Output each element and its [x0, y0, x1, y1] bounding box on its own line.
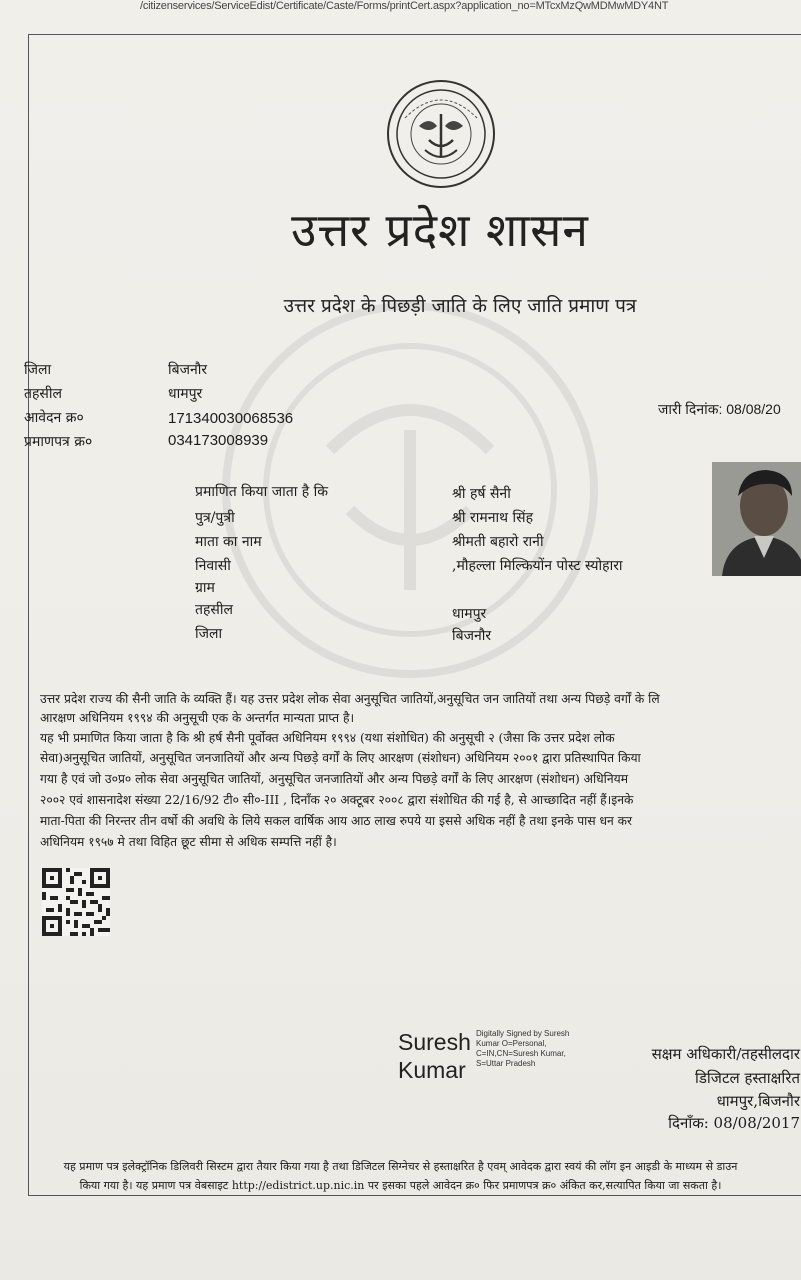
person-district-value: बिजनौर [452, 628, 492, 644]
signer-first-name: Suresh [398, 1029, 471, 1055]
mother-name-label: माता का नाम [195, 534, 262, 550]
resident-label: निवासी [195, 558, 231, 574]
signer-name [398, 1028, 471, 1084]
certificate-no-value: 034173008939 [168, 432, 269, 449]
signature-line-4: S=Uttar Pradesh [476, 1059, 536, 1068]
applicant-photo [712, 462, 801, 576]
signature-line-2: Kumar O=Personal, [476, 1039, 547, 1048]
issue-date-value: 08/08/20 [726, 401, 781, 417]
authority-designation: सक्षम अधिकारी/तहसीलदार [651, 1045, 800, 1063]
district-label: जिला [24, 362, 52, 378]
main-title: उत्तर प्रदेश शासन [291, 203, 589, 257]
certify-label: प्रमाणित किया जाता है कि [195, 484, 329, 500]
application-no-value: 171340030068536 [168, 410, 294, 427]
issue-date-label: जारी दिनांक: [658, 401, 723, 417]
village-label: ग्राम [195, 580, 215, 596]
application-no-label: आवेदन क्र० [24, 410, 84, 426]
signature-line-3: C=IN,CN=Suresh Kumar, [476, 1049, 566, 1058]
resident-value: ,मौहल्ला मिल्कियोंन पोस्ट स्योहारा [452, 558, 623, 574]
applicant-name: श्री हर्ष सैनी [452, 486, 511, 502]
mother-name: श्रीमती बहारो रानी [452, 534, 544, 550]
qr-code-icon [42, 868, 110, 936]
certificate-no-label: प्रमाणपत्र क्र० [24, 434, 93, 450]
issue-date [658, 400, 781, 419]
footer-line-2: किया गया है। यह प्रमाण पत्र वेबसाइट http://edistrict.up.nic.in पर इसका पहले आवेदन क्र० फिर प्रमाणपत्र क्र० अंकित कर,सत्यापित किया जा सकता है। [79, 1179, 722, 1192]
signature-details [476, 1029, 606, 1069]
body-line-6: २००२ एवं शासनादेश संख्या 22/16/92 टी० सी०-III , दिनाँक २० अक्टूबर २००८ द्वारा संशोधित की गई है, से आच्छादित नहीं हैं।इनके [40, 792, 634, 807]
signer-last-name: Kumar [398, 1057, 466, 1083]
person-tehsil-label: तहसील [195, 602, 233, 618]
authority-location: धामपुर,बिजनौर [716, 1092, 800, 1110]
tehsil-label: तहसील [24, 386, 62, 402]
footer-line-1: यह प्रमाण पत्र इलेक्ट्रॉनिक डिलिवरी सिस्टम द्वारा तैयार किया गया है तथा डिजिटल सिग्नेचर से हस्ताक्षरित है एवम् आवेदक द्वारा स्वयं की लॉग इन आइडी के माध्यम से डाउन [63, 1160, 738, 1173]
signature-line-1: Digitally Signed by Suresh [476, 1029, 570, 1038]
tehsil-value: धामपुर [168, 386, 203, 402]
body-line-5: गया है एवं जो उ०प्र० लोक सेवा अनुसूचित जातियों, अनुसूचित जनजातियों और अन्य पिछड़े वर्गों के लिए आरक्षण (संशोधन) अधिनियम [40, 771, 629, 786]
body-line-8: अधिनियम १९५७ मे तथा विहित छूट सीमा से अधिक सम्पत्ति नहीं है। [40, 834, 337, 849]
body-line-4: सेवा)अनुसूचित जातियों, अनुसूचित जनजातियों और अन्य पिछड़े वर्गों के लिए आरक्षण (संशोधन) अधिनियम २००१ द्वारा प्रतिस्थापित किया [40, 750, 641, 765]
district-value: बिजनौर [168, 362, 208, 378]
body-line-7: माता-पिता की निरन्तर तीन वर्षो की अवधि के लिये सकल वार्षिक आय आठ लाख रुपये या इससे अधिक नहीं है तथा इनके पास धन कर [40, 813, 633, 828]
body-line-2: आरक्षण अधिनियम १९९४ की अनुसूची एक के अन्तर्गत मान्यता प्राप्त है। [40, 710, 355, 725]
person-tehsil-value: धामपुर [452, 606, 487, 622]
person-district-label: जिला [195, 626, 223, 642]
body-line-3: यह भी प्रमाणित किया जाता है कि श्री हर्ष सैनी पूर्वोक्त अधिनियम १९९४ (यथा संशोधित) की अनुसूची २ (जैसा कि उत्तर प्रदेश लोक [40, 730, 615, 745]
son-daughter-label: पुत्र/पुत्री [195, 510, 235, 526]
authority-date: दिनाँक: 08/08/2017 [668, 1114, 800, 1132]
authority-digital-signed: डिजिटल हस्ताक्षरित [695, 1069, 800, 1087]
address-bar-url: /citizenservices/ServiceEdist/Certificate/Caste/Forms/printCert.aspx?application_no=MTcxMzQwMDMwMDY4NT [140, 0, 669, 12]
up-state-emblem-icon [385, 78, 497, 190]
body-line-1: उत्तर प्रदेश राज्य की सैनी जाति के व्यक्ति हैं। यह उत्तर प्रदेश लोक सेवा अनुसूचित जातियों,अनुसूचित जन जातियों तथा अन्य पिछड़े वर्गों के लि [40, 691, 660, 706]
father-name: श्री रामनाथ सिंह [452, 510, 534, 526]
certificate-subtitle: उत्तर प्रदेश के पिछड़ी जाति के लिए जाति प्रमाण पत्र [283, 295, 637, 317]
